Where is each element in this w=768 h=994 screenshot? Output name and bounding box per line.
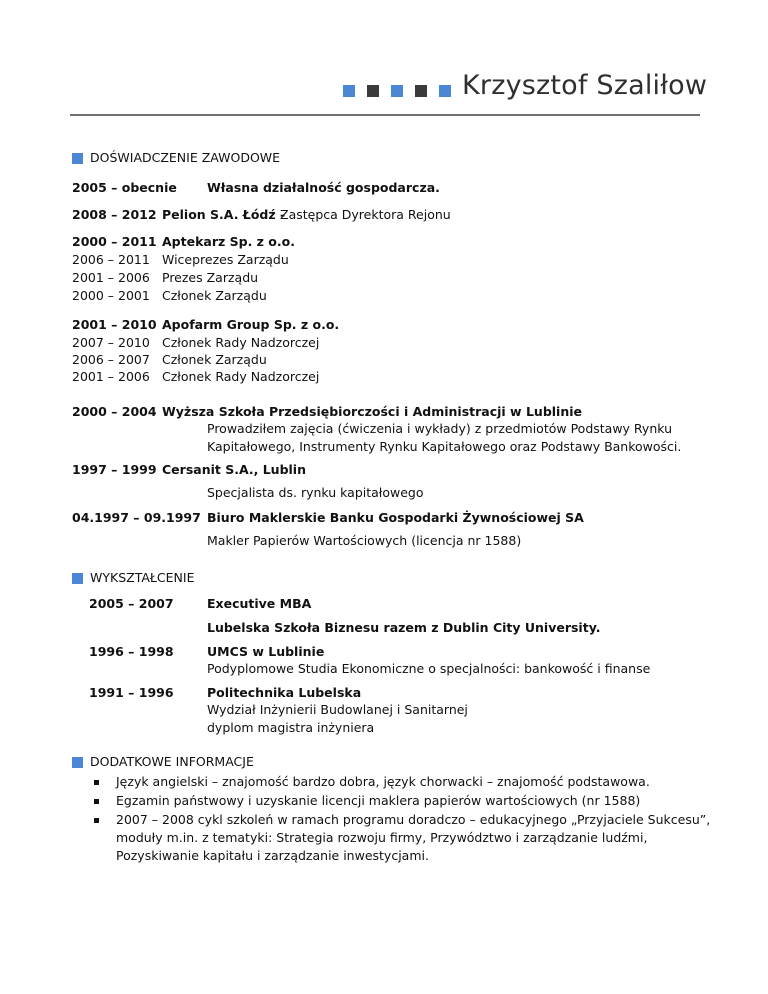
- list-item-continued: moduły m.in. z tematyki: Strategia rozwoju firmy, Przywództwo i zarządzanie ludźmi,: [116, 830, 648, 845]
- section-title-experience: DOŚWIADCZENIE ZAWODOWE: [90, 150, 281, 165]
- exp-company: Pelion S.A. Łódź -: [162, 207, 286, 222]
- exp-sub-role: Członek Rady Nadzorczej: [162, 335, 320, 350]
- exp-sub-date: 2000 – 2001: [72, 288, 150, 303]
- exp-sub-date: 2007 – 2010: [72, 335, 150, 350]
- section-marker-icon: [72, 757, 83, 768]
- exp-role: Specjalista ds. rynku kapitałowego: [207, 485, 424, 500]
- edu-desc: Wydział Inżynierii Budowlanej i Sanitarnej: [207, 702, 468, 717]
- exp-sub-role: Członek Rady Nadzorczej: [162, 369, 320, 384]
- section-title-education: WYKSZTAŁCENIE: [90, 570, 195, 585]
- exp-sub-role: Prezes Zarządu: [162, 270, 259, 285]
- exp-date: 2000 – 2004: [72, 404, 157, 419]
- page-title: Krzysztof Szaliłow: [462, 70, 708, 101]
- edu-desc: dyplom magistra inżyniera: [207, 720, 375, 735]
- exp-date: 04.1997 – 09.1997: [72, 510, 201, 525]
- exp-company: Biuro Maklerskie Banku Gospodarki Żywnościowej SA: [207, 510, 584, 525]
- exp-date: 2000 – 2011: [72, 234, 157, 249]
- square-icon: [343, 85, 355, 97]
- edu-name: Executive MBA: [207, 596, 312, 611]
- exp-sub-role: Członek Zarządu: [162, 288, 267, 303]
- exp-sub-date: 2001 – 2006: [72, 369, 150, 384]
- edu-date: 2005 – 2007: [89, 596, 174, 611]
- exp-company: Wyższa Szkoła Przedsiębiorczości i Administracji w Lublinie: [162, 404, 582, 419]
- list-item: 2007 – 2008 cykl szkoleń w ramach programu doradczo – edukacyjnego „Przyjaciele Sukcesu”,: [116, 812, 711, 827]
- section-marker-icon: [72, 573, 83, 584]
- exp-sub-date: 2006 – 2011: [72, 252, 150, 267]
- bullet-icon: [94, 818, 99, 823]
- exp-desc: Prowadziłem zajęcia (ćwiczenia i wykłady) z przedmiotów Podstawy Rynku: [207, 421, 673, 436]
- list-item: Egzamin państwowy i uzyskanie licencji maklera papierów wartościowych (nr 1588): [116, 793, 641, 808]
- edu-desc: Podyplomowe Studia Ekonomiczne o specjalności: bankowość i finanse: [207, 661, 651, 676]
- square-icon: [367, 85, 379, 97]
- exp-company: Własna działalność gospodarcza.: [207, 180, 440, 195]
- section-title-additional: DODATKOWE INFORMACJE: [90, 754, 254, 769]
- bullet-icon: [94, 799, 99, 804]
- edu-date: 1991 – 1996: [89, 685, 174, 700]
- exp-company: Cersanit S.A., Lublin: [162, 462, 306, 477]
- list-item: Język angielski – znajomość bardzo dobra, język chorwacki – znajomość podstawowa.: [116, 774, 650, 789]
- exp-role: Zastępca Dyrektora Rejonu: [280, 207, 451, 222]
- edu-name: UMCS w Lublinie: [207, 644, 325, 659]
- section-marker-icon: [72, 153, 83, 164]
- header-divider: [70, 114, 700, 116]
- edu-name: Politechnika Lubelska: [207, 685, 362, 700]
- square-icon: [439, 85, 451, 97]
- exp-desc: Kapitałowego, Instrumenty Rynku Kapitałowego oraz Podstawy Bankowości.: [207, 439, 682, 454]
- exp-sub-date: 2001 – 2006: [72, 270, 150, 285]
- edu-date: 1996 – 1998: [89, 644, 174, 659]
- list-item-continued: Pozyskiwanie kapitału i zarządzanie inwestycjami.: [116, 848, 429, 863]
- bullet-icon: [94, 780, 99, 785]
- exp-sub-role: Członek Zarządu: [162, 352, 267, 367]
- exp-date: 2001 – 2010: [72, 317, 157, 332]
- exp-role: Makler Papierów Wartościowych (licencja nr 1588): [207, 533, 522, 548]
- square-icon: [415, 85, 427, 97]
- square-icon: [391, 85, 403, 97]
- exp-date: 2005 – obecnie: [72, 180, 177, 195]
- exp-date: 2008 – 2012: [72, 207, 157, 222]
- exp-sub-date: 2006 – 2007: [72, 352, 150, 367]
- exp-date: 1997 – 1999: [72, 462, 157, 477]
- edu-school: Lubelska Szkoła Biznesu razem z Dublin City University.: [207, 620, 601, 635]
- exp-company: Aptekarz Sp. z o.o.: [162, 234, 295, 249]
- exp-company: Apofarm Group Sp. z o.o.: [162, 317, 340, 332]
- exp-sub-role: Wiceprezes Zarządu: [162, 252, 289, 267]
